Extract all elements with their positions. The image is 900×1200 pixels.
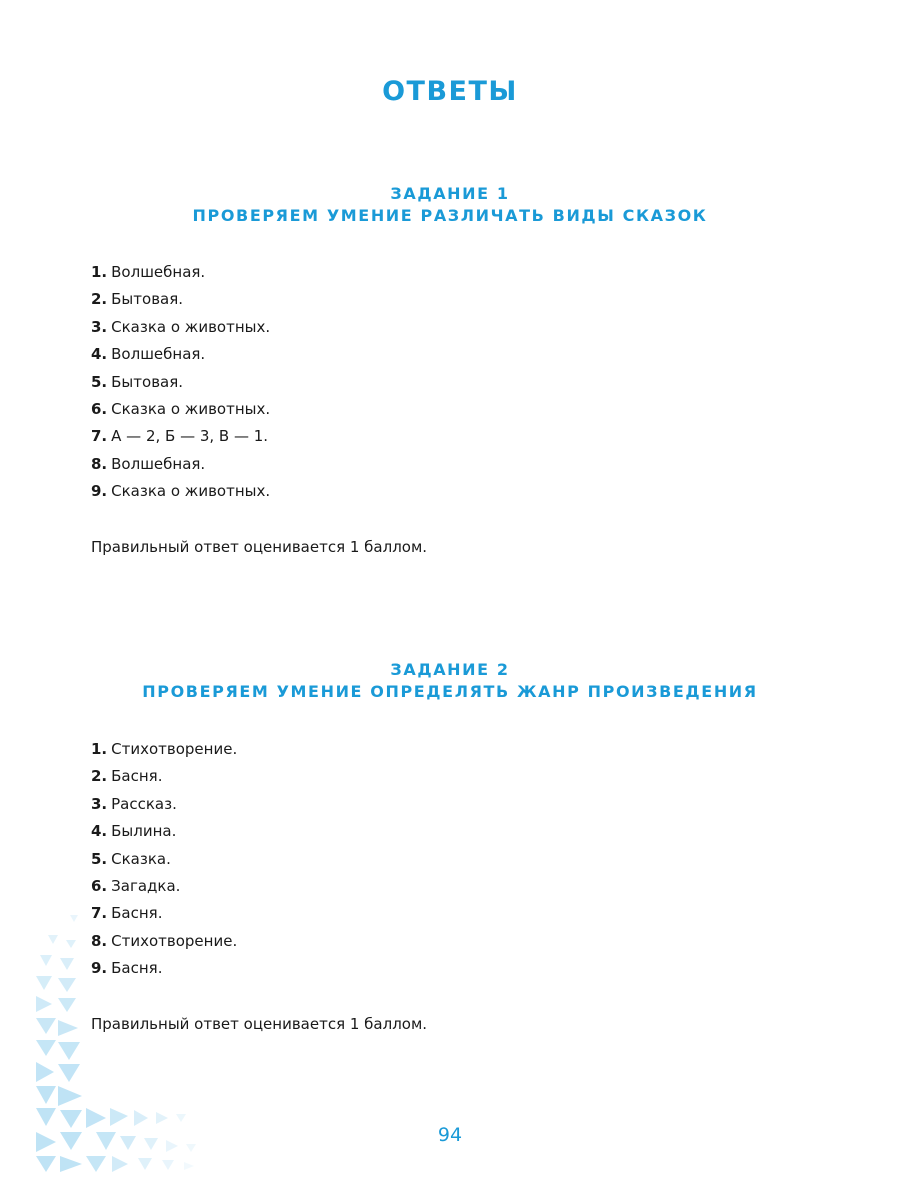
task-2-header (0, 659, 900, 703)
answer-text: Стихотворение. (111, 740, 238, 758)
answer-text: Рассказ. (111, 794, 177, 813)
answer-number: 6. (91, 876, 108, 895)
task-2-label: ЗАДАНИЕ 2 (390, 660, 510, 679)
answer-text: Волшебная. (111, 345, 206, 364)
list-item (91, 846, 237, 873)
list-item (91, 873, 237, 900)
answer-number: 1. (91, 263, 108, 281)
list-item (91, 791, 237, 818)
answer-text: Бытовая. (111, 290, 184, 309)
answer-number: 2. (91, 290, 108, 309)
list-item (91, 369, 270, 396)
task-1-answer-list (91, 259, 270, 506)
list-item (91, 478, 270, 505)
answer-text: Басня. (111, 904, 163, 923)
answer-number: 2. (91, 767, 108, 786)
answer-text: Басня. (111, 767, 163, 786)
list-item (91, 763, 237, 790)
page-number: 94 (437, 1124, 463, 1146)
answer-text: Волшебная. (111, 454, 206, 473)
task-1-score-note: Правильный ответ оценивается 1 баллом. (91, 538, 428, 556)
answer-number: 4. (91, 822, 108, 841)
page-title: ОТВЕТЫ (382, 76, 518, 107)
list-item (91, 341, 270, 368)
answer-number: 5. (91, 372, 108, 391)
list-item (91, 423, 270, 450)
list-item (91, 259, 270, 286)
list-item (91, 314, 270, 341)
list-item (91, 736, 237, 763)
list-item (91, 286, 270, 313)
answer-text: Волшебная. (111, 263, 206, 281)
task-1-label: ЗАДАНИЕ 1 (390, 184, 510, 203)
list-item (91, 451, 270, 478)
answer-number: 8. (91, 931, 108, 950)
answer-text: Былина. (111, 822, 177, 841)
answer-number: 9. (91, 482, 108, 501)
answer-text: Загадка. (111, 876, 181, 895)
task-2-subtitle: ПРОВЕРЯЕМ УМЕНИЕ ОПРЕДЕЛЯТЬ ЖАНР ПРОИЗВЕДЕНИЯ (142, 682, 758, 701)
task-1-subtitle: ПРОВЕРЯЕМ УМЕНИЕ РАЗЛИЧАТЬ ВИДЫ СКАЗОК (192, 206, 708, 225)
answer-number: 3. (91, 317, 108, 336)
answer-number: 9. (91, 959, 108, 978)
answer-number: 8. (91, 454, 108, 473)
answer-text: Сказка о животных. (111, 482, 271, 501)
answer-text: Бытовая. (111, 372, 184, 391)
answer-text: А — 2, Б — 3, В — 1. (111, 427, 269, 446)
task-1-header (0, 183, 900, 227)
answer-text: Стихотворение. (111, 931, 238, 950)
answer-text: Сказка о животных. (111, 317, 271, 336)
answer-number: 5. (91, 849, 108, 868)
answer-number: 3. (91, 794, 108, 813)
answer-number: 4. (91, 345, 108, 364)
answer-number: 7. (91, 427, 108, 446)
answer-number: 7. (91, 904, 108, 923)
list-item (91, 818, 237, 845)
answer-number: 6. (91, 399, 108, 418)
answer-number: 1. (91, 740, 108, 758)
task-2-score-note: Правильный ответ оценивается 1 баллом. (91, 1015, 428, 1033)
answer-text: Басня. (111, 959, 163, 978)
list-item (91, 396, 270, 423)
answer-text: Сказка. (111, 849, 171, 868)
answer-text: Сказка о животных. (111, 399, 271, 418)
